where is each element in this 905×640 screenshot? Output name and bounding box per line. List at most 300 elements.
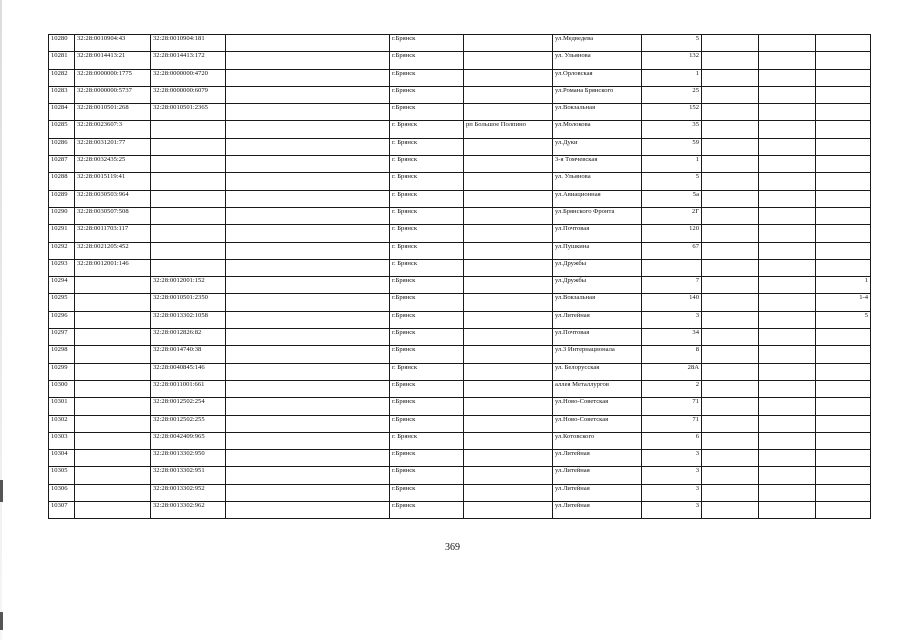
city-cell: г.Брянск [390,502,464,519]
building-cell [702,450,759,467]
cadastral-number-cell: 32:28:0000000:5737 [75,86,151,103]
premises-cadastral-cell: 32:28:0013302:952 [151,484,226,501]
premises-cadastral-cell: 32:28:0013302:1058 [151,311,226,328]
building-cell [702,69,759,86]
structure-cell [759,277,816,294]
structure-cell [759,259,816,276]
city-cell: г.Брянск [390,311,464,328]
row-number-cell: 10304 [49,450,75,467]
structure-cell [759,311,816,328]
settlement-cell [464,502,553,519]
cadastral-number-cell: 32:28:0014413:21 [75,52,151,69]
blank-cell [226,259,390,276]
house-number-cell: 2Г [642,207,702,224]
apartment-cell [816,450,871,467]
street-cell: ул.3 Интернационала [553,346,642,363]
house-number-cell: 5 [642,173,702,190]
street-cell: ул.Котовского [553,432,642,449]
apartment-cell [816,502,871,519]
cadastral-number-cell [75,346,151,363]
street-cell: аллея Металлургов [553,380,642,397]
street-cell: ул.Орловская [553,69,642,86]
cadastral-number-cell [75,415,151,432]
settlement-cell [464,156,553,173]
row-number-cell: 10284 [49,104,75,121]
premises-cadastral-cell: 32:28:0011001:661 [151,380,226,397]
building-cell [702,86,759,103]
house-number-cell: 7 [642,277,702,294]
structure-cell [759,432,816,449]
table-row [49,138,871,155]
premises-cadastral-cell [151,190,226,207]
street-cell: ул.Почтовая [553,329,642,346]
cadastral-number-cell [75,363,151,380]
city-cell: г.Брянск [390,415,464,432]
row-number-cell: 10297 [49,329,75,346]
apartment-cell [816,259,871,276]
building-cell [702,138,759,155]
blank-cell [226,502,390,519]
premises-cadastral-cell: 32:28:0013302:962 [151,502,226,519]
street-cell: 3-я Томчевская [553,156,642,173]
settlement-cell [464,259,553,276]
cadastral-number-cell: 32:28:0000000:1775 [75,69,151,86]
table-row [49,259,871,276]
city-cell: г. Брянск [390,225,464,242]
blank-cell [226,346,390,363]
building-cell [702,484,759,501]
premises-cadastral-cell [151,259,226,276]
apartment-cell [816,329,871,346]
building-cell [702,415,759,432]
building-cell [702,173,759,190]
scan-margin-mark [0,612,3,630]
house-number-cell: 3 [642,467,702,484]
building-cell [702,207,759,224]
structure-cell [759,69,816,86]
settlement-cell [464,242,553,259]
blank-cell [226,156,390,173]
cadastral-number-cell: 32:28:0015119:41 [75,173,151,190]
structure-cell [759,450,816,467]
cadastral-number-cell [75,380,151,397]
city-cell: г.Брянск [390,86,464,103]
structure-cell [759,380,816,397]
table-row [49,207,871,224]
structure-cell [759,225,816,242]
city-cell: г. Брянск [390,156,464,173]
cadastral-number-cell [75,432,151,449]
premises-cadastral-cell [151,138,226,155]
structure-cell [759,242,816,259]
apartment-cell: 5 [816,311,871,328]
building-cell [702,311,759,328]
structure-cell [759,138,816,155]
cadastral-number-cell [75,294,151,311]
cadastral-number-cell: 32:28:0010501:268 [75,104,151,121]
building-cell [702,346,759,363]
apartment-cell [816,104,871,121]
building-cell [702,52,759,69]
blank-cell [226,329,390,346]
building-cell [702,225,759,242]
structure-cell [759,467,816,484]
settlement-cell [464,432,553,449]
row-number-cell: 10296 [49,311,75,328]
blank-cell [226,242,390,259]
cadastral-number-cell: 32:28:0031201:77 [75,138,151,155]
settlement-cell [464,467,553,484]
street-cell: ул.Литейная [553,467,642,484]
row-number-cell: 10289 [49,190,75,207]
blank-cell [226,121,390,138]
cadastral-number-cell: 32:28:0010904:43 [75,35,151,52]
settlement-cell [464,380,553,397]
premises-cadastral-cell: 32:28:0000000:6079 [151,86,226,103]
cadastral-number-cell: 32:28:0012001:146 [75,259,151,276]
premises-cadastral-cell [151,242,226,259]
city-cell: г. Брянск [390,432,464,449]
settlement-cell [464,346,553,363]
structure-cell [759,121,816,138]
page-number: 369 [445,542,460,553]
city-cell: г.Брянск [390,329,464,346]
premises-cadastral-cell: 32:28:0014740:38 [151,346,226,363]
street-cell: ул.Дружбы [553,277,642,294]
blank-cell [226,173,390,190]
row-number-cell: 10298 [49,346,75,363]
house-number-cell: 5 [642,35,702,52]
city-cell: г. Брянск [390,121,464,138]
settlement-cell [464,294,553,311]
structure-cell [759,190,816,207]
table-row [49,294,871,311]
building-cell [702,329,759,346]
premises-cadastral-cell [151,156,226,173]
structure-cell [759,86,816,103]
table-row [49,398,871,415]
street-cell: ул.Ново-Советская [553,415,642,432]
premises-cadastral-cell [151,207,226,224]
city-cell: г. Брянск [390,363,464,380]
house-number-cell: 120 [642,225,702,242]
house-number-cell: 34 [642,329,702,346]
building-cell [702,121,759,138]
table-row [49,277,871,294]
settlement-cell [464,450,553,467]
settlement-cell [464,225,553,242]
structure-cell [759,484,816,501]
table-row [49,35,871,52]
blank-cell [226,415,390,432]
premises-cadastral-cell: 32:28:0012001:152 [151,277,226,294]
city-cell: г. Брянск [390,190,464,207]
row-number-cell: 10287 [49,156,75,173]
house-number-cell: 3 [642,502,702,519]
apartment-cell [816,225,871,242]
settlement-cell [464,69,553,86]
cadastral-number-cell [75,467,151,484]
row-number-cell: 10291 [49,225,75,242]
settlement-cell [464,398,553,415]
blank-cell [226,398,390,415]
settlement-cell [464,52,553,69]
apartment-cell [816,52,871,69]
house-number-cell: 3 [642,311,702,328]
house-number-cell: 132 [642,52,702,69]
cadastral-number-cell [75,450,151,467]
settlement-cell [464,363,553,380]
settlement-cell [464,173,553,190]
street-cell: ул. Ульянова [553,173,642,190]
premises-cadastral-cell: 32:28:0013302:951 [151,467,226,484]
table-row [49,329,871,346]
row-number-cell: 10300 [49,380,75,397]
blank-cell [226,432,390,449]
street-cell: ул. Белорусская [553,363,642,380]
premises-cadastral-cell: 32:28:0010501:2365 [151,104,226,121]
cadastral-number-cell [75,502,151,519]
table-row [49,173,871,190]
apartment-cell [816,484,871,501]
row-number-cell: 10305 [49,467,75,484]
blank-cell [226,207,390,224]
settlement-cell [464,484,553,501]
row-number-cell: 10288 [49,173,75,190]
street-cell: ул.Литейная [553,484,642,501]
structure-cell [759,104,816,121]
building-cell [702,380,759,397]
table-row [49,86,871,103]
cadastral-number-cell [75,398,151,415]
settlement-cell [464,138,553,155]
row-number-cell: 10281 [49,52,75,69]
city-cell: г.Брянск [390,398,464,415]
cadastral-number-cell [75,329,151,346]
building-cell [702,259,759,276]
blank-cell [226,467,390,484]
structure-cell [759,207,816,224]
house-number-cell: 3 [642,484,702,501]
building-cell [702,432,759,449]
premises-cadastral-cell: 32:28:0010904:181 [151,35,226,52]
house-number-cell: 35 [642,121,702,138]
apartment-cell: 1 [816,277,871,294]
table-row [49,502,871,519]
table-row [49,242,871,259]
apartment-cell [816,467,871,484]
apartment-cell [816,69,871,86]
cadastral-number-cell: 32:28:0023607:3 [75,121,151,138]
blank-cell [226,86,390,103]
city-cell: г.Брянск [390,277,464,294]
table-row [49,346,871,363]
apartment-cell [816,346,871,363]
house-number-cell: 152 [642,104,702,121]
house-number-cell: 5а [642,190,702,207]
street-cell: ул.Медведева [553,35,642,52]
street-cell: ул.Авиационная [553,190,642,207]
settlement-cell [464,415,553,432]
city-cell: г.Брянск [390,380,464,397]
building-cell [702,277,759,294]
city-cell: г.Брянск [390,52,464,69]
row-number-cell: 10294 [49,277,75,294]
premises-cadastral-cell: 32:28:0042409:965 [151,432,226,449]
house-number-cell: 71 [642,398,702,415]
house-number-cell: 1 [642,69,702,86]
building-cell [702,35,759,52]
building-cell [702,398,759,415]
cadastral-number-cell [75,277,151,294]
premises-cadastral-cell: 32:28:0012502:254 [151,398,226,415]
house-number-cell: 28А [642,363,702,380]
apartment-cell [816,380,871,397]
settlement-cell [464,104,553,121]
table-row [49,104,871,121]
street-cell: ул. Ульянова [553,52,642,69]
address-registry-table [48,34,871,519]
settlement-cell [464,207,553,224]
settlement-cell [464,277,553,294]
table-row [49,467,871,484]
street-cell: ул.Романа Брянского [553,86,642,103]
settlement-cell [464,190,553,207]
structure-cell [759,415,816,432]
city-cell: г.Брянск [390,346,464,363]
premises-cadastral-cell [151,173,226,190]
house-number-cell: 25 [642,86,702,103]
blank-cell [226,380,390,397]
row-number-cell: 10299 [49,363,75,380]
apartment-cell [816,415,871,432]
house-number-cell: 140 [642,294,702,311]
blank-cell [226,35,390,52]
city-cell: г.Брянск [390,294,464,311]
premises-cadastral-cell: 32:28:0040845:146 [151,363,226,380]
row-number-cell: 10307 [49,502,75,519]
table-row [49,156,871,173]
house-number-cell [642,259,702,276]
blank-cell [226,138,390,155]
street-cell: ул.Вокзальная [553,104,642,121]
row-number-cell: 10293 [49,259,75,276]
structure-cell [759,156,816,173]
building-cell [702,502,759,519]
apartment-cell [816,86,871,103]
table-row [49,484,871,501]
house-number-cell: 71 [642,415,702,432]
structure-cell [759,173,816,190]
table-row [49,311,871,328]
cadastral-number-cell: 32:28:0030503:964 [75,190,151,207]
building-cell [702,467,759,484]
apartment-cell [816,190,871,207]
structure-cell [759,329,816,346]
structure-cell [759,502,816,519]
settlement-cell [464,329,553,346]
blank-cell [226,52,390,69]
building-cell [702,104,759,121]
apartment-cell: 1-4 [816,294,871,311]
premises-cadastral-cell: 32:28:0013302:950 [151,450,226,467]
settlement-cell [464,311,553,328]
row-number-cell: 10280 [49,35,75,52]
street-cell: ул.Почтовая [553,225,642,242]
settlement-cell: рп Большое Полпино [464,121,553,138]
structure-cell [759,346,816,363]
street-cell: ул.Пушкина [553,242,642,259]
premises-cadastral-cell: 32:28:0000000:4720 [151,69,226,86]
table-row [49,363,871,380]
row-number-cell: 10290 [49,207,75,224]
cadastral-number-cell: 32:28:0032435:25 [75,156,151,173]
premises-cadastral-cell: 32:28:0012826:82 [151,329,226,346]
city-cell: г. Брянск [390,259,464,276]
settlement-cell [464,35,553,52]
street-cell: ул.Ново-Советская [553,398,642,415]
apartment-cell [816,207,871,224]
row-number-cell: 10295 [49,294,75,311]
cadastral-number-cell: 32:28:0030507:508 [75,207,151,224]
blank-cell [226,484,390,501]
city-cell: г. Брянск [390,242,464,259]
structure-cell [759,35,816,52]
city-cell: г. Брянск [390,207,464,224]
cadastral-number-cell: 32:28:0021205:452 [75,242,151,259]
table-row [49,380,871,397]
table-row [49,121,871,138]
structure-cell [759,294,816,311]
city-cell: г. Брянск [390,138,464,155]
premises-cadastral-cell: 32:28:0010501:2350 [151,294,226,311]
blank-cell [226,190,390,207]
apartment-cell [816,173,871,190]
street-cell: ул.Брянского Фронта [553,207,642,224]
city-cell: г.Брянск [390,467,464,484]
premises-cadastral-cell [151,121,226,138]
apartment-cell [816,398,871,415]
building-cell [702,294,759,311]
row-number-cell: 10301 [49,398,75,415]
apartment-cell [816,138,871,155]
table-row [49,415,871,432]
street-cell: ул.Молокова [553,121,642,138]
building-cell [702,363,759,380]
blank-cell [226,311,390,328]
street-cell: ул.Литейная [553,311,642,328]
premises-cadastral-cell [151,225,226,242]
table-row [49,450,871,467]
table-row [49,432,871,449]
apartment-cell [816,432,871,449]
row-number-cell: 10302 [49,415,75,432]
house-number-cell: 59 [642,138,702,155]
blank-cell [226,450,390,467]
house-number-cell: 2 [642,380,702,397]
cadastral-number-cell: 32:28:0011703:117 [75,225,151,242]
street-cell: ул.Вокзальная [553,294,642,311]
house-number-cell: 67 [642,242,702,259]
premises-cadastral-cell: 32:28:0012502:255 [151,415,226,432]
city-cell: г.Брянск [390,484,464,501]
blank-cell [226,363,390,380]
blank-cell [226,104,390,121]
scan-margin-mark [0,480,3,502]
apartment-cell [816,242,871,259]
city-cell: г.Брянск [390,450,464,467]
cadastral-number-cell [75,484,151,501]
